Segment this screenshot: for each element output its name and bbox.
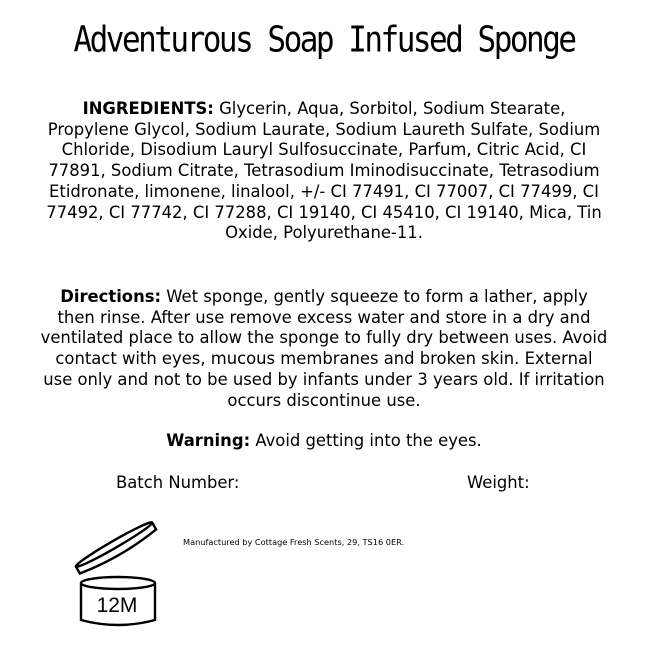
warning-text: Avoid getting into the eyes. [250, 431, 482, 450]
ingredients-heading: INGREDIENTS: [82, 99, 214, 118]
batch-number-label: Batch Number: [116, 473, 240, 492]
weight-label: Weight: [467, 473, 530, 492]
directions-section [40, 287, 608, 411]
ingredients-section [40, 99, 608, 244]
product-title: Adventurous Soap Infused Sponge [73, 19, 575, 61]
directions-text: Wet sponge, gently squeeze to form a lather, apply then rinse. After use remove excess water and store in a dry and ventilated place to allow the sponge to fully dry between uses. Avoid contact with eyes, mucous membranes and broken skin. External use only and not to be used by infants under 3 years old. If irritation occurs discontinue use. [40, 287, 608, 410]
manufacturer-line: Manufactured by Cottage Fresh Scents, 29, TS16 0ER. [183, 537, 405, 547]
ingredients-text: Glycerin, Aqua, Sorbitol, Sodium Stearate, Propylene Glycol, Sodium Laurate, Sodium Laureth Sulfate, Sodium Chloride, Disodium Lauryl Sulfosuccinate, Parfum, Citric Acid, CI 77891, Sodium Citrate, Tetrasodium Iminodisuccinate, Tetrasodium Etidronate, limonene, linalool, +/- CI 77491, CI 77007, CI 77499, CI 77492, CI 77742, CI 77288, CI 19140, CI 45410, CI 19140, Mica, Tin Oxide, Polyurethane-11. [46, 99, 602, 243]
warning-section [40, 431, 608, 452]
pao-months-label: 12M [96, 594, 138, 617]
period-after-opening-symbol [72, 514, 164, 630]
directions-heading: Directions: [60, 287, 162, 306]
warning-heading: Warning: [166, 431, 251, 450]
